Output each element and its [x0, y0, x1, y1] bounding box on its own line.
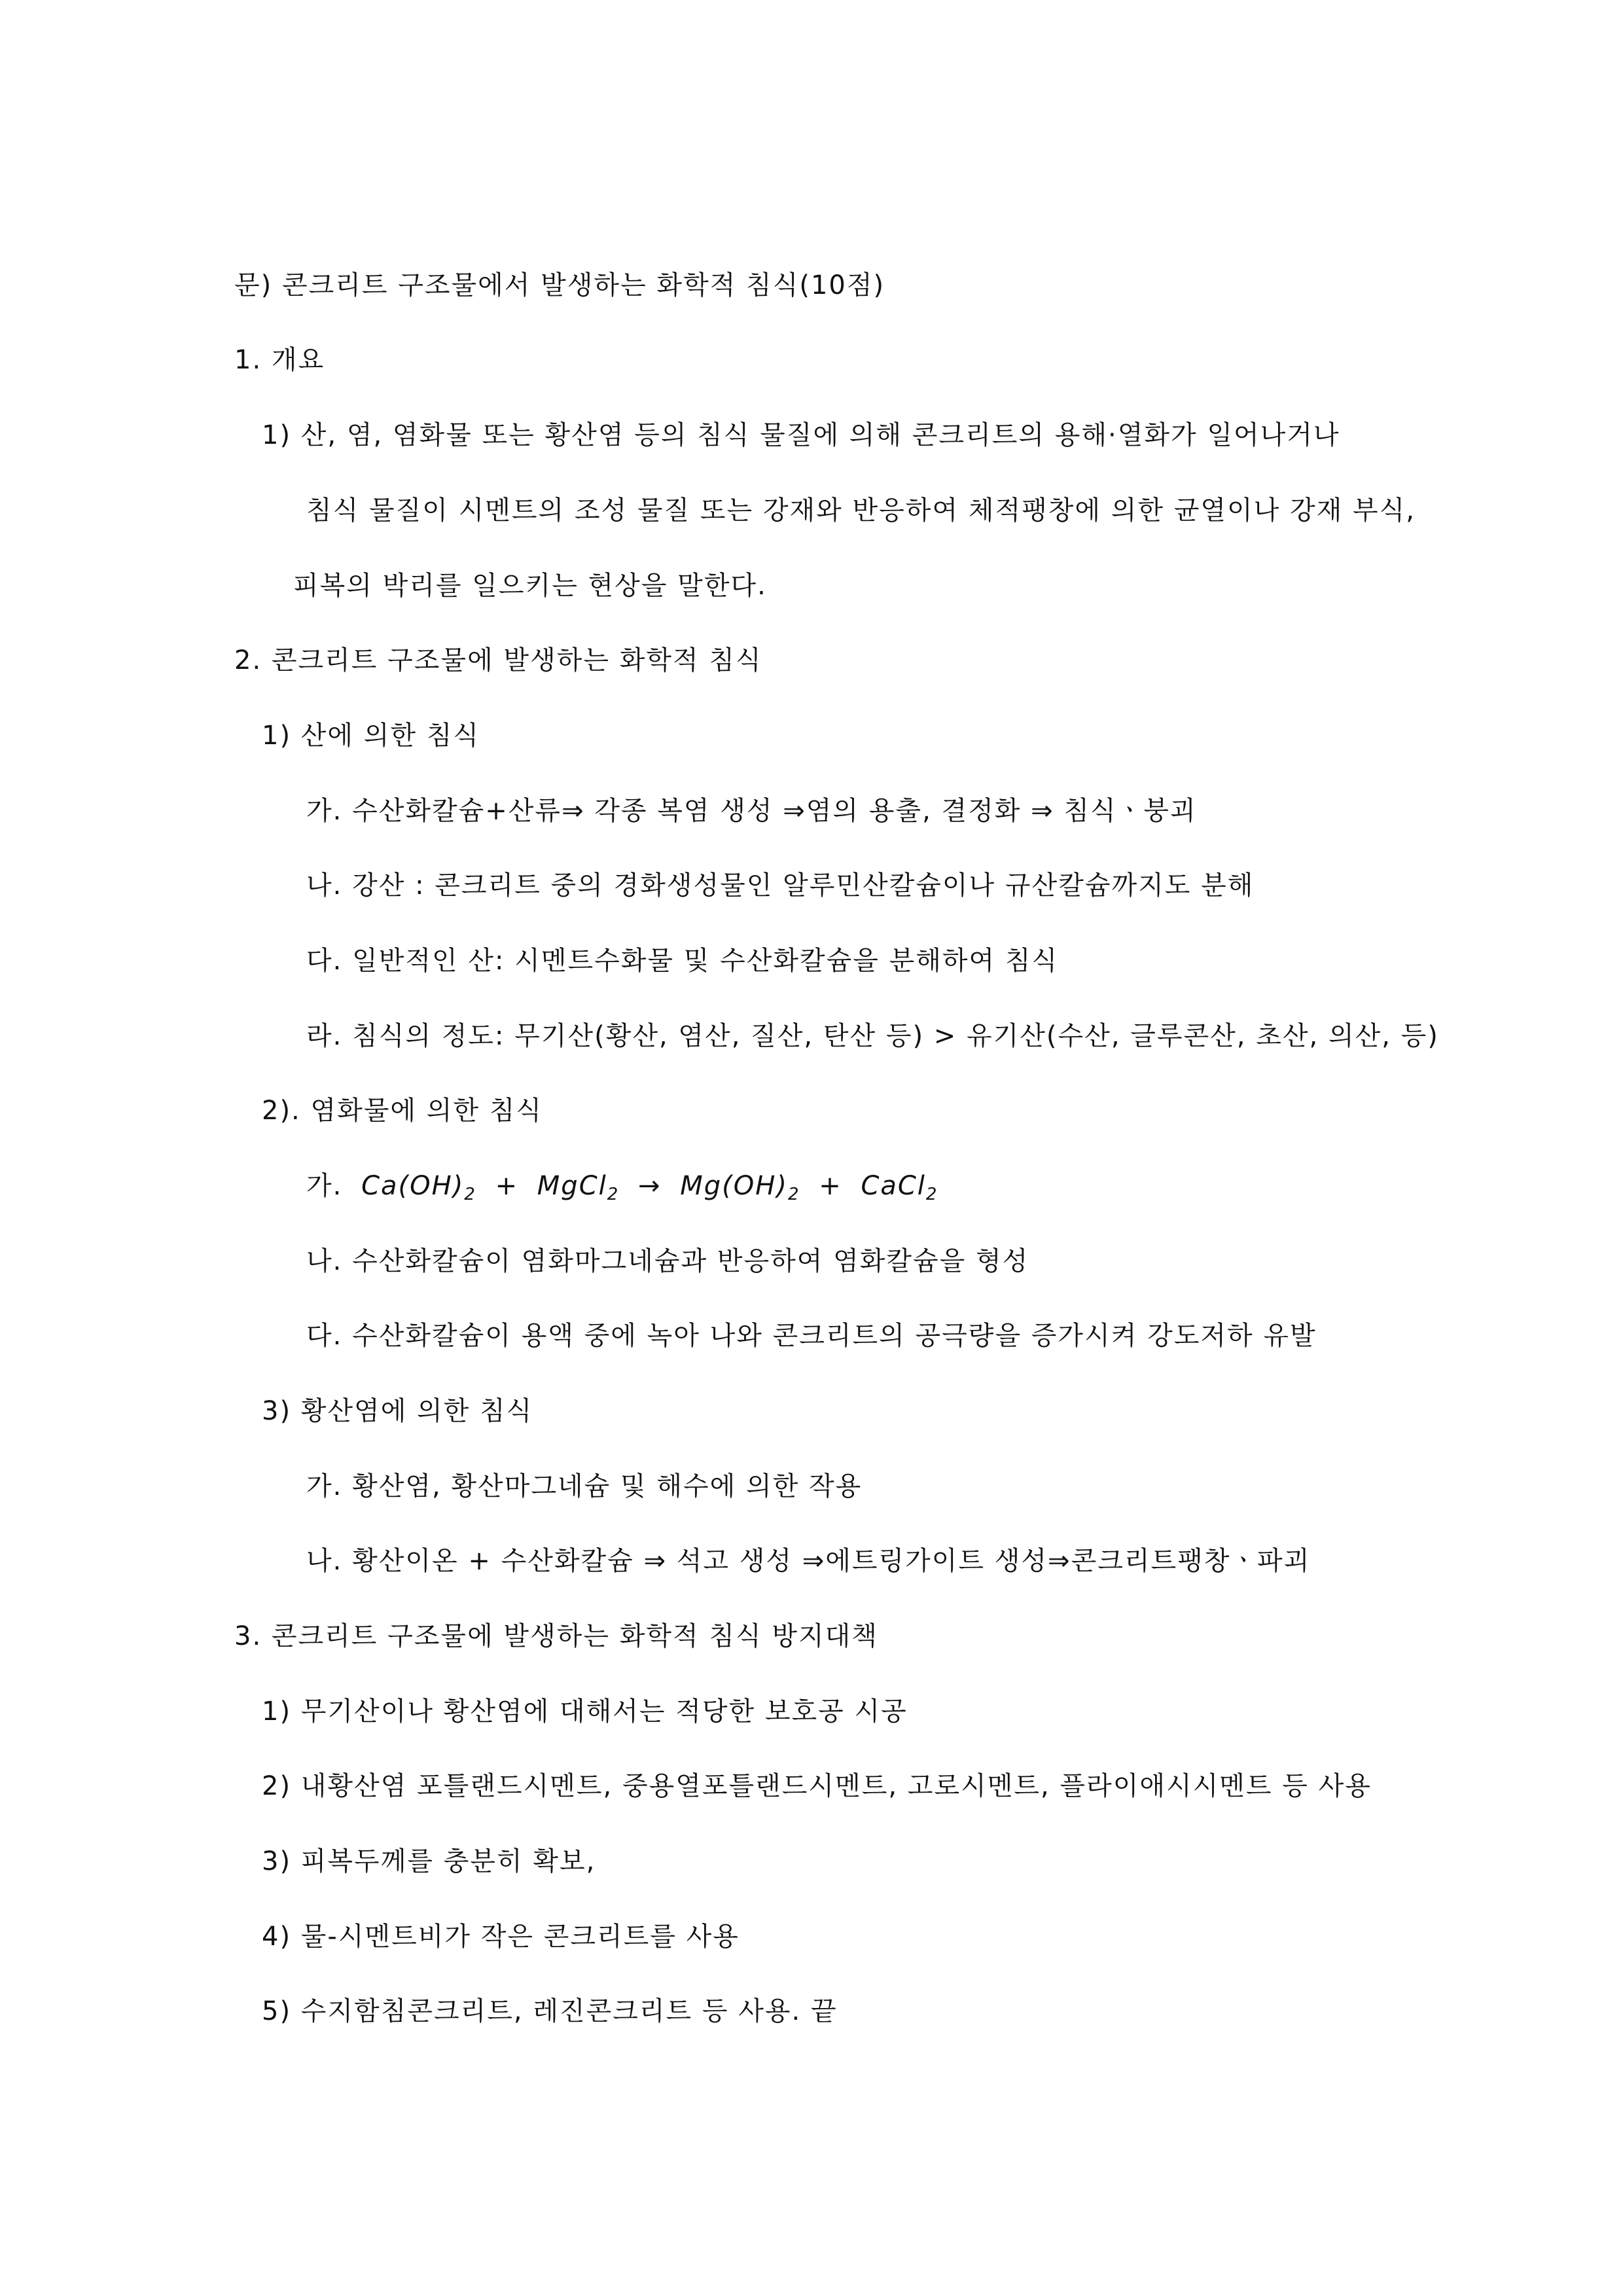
- section-3-item-4: 4) 물-시멘트비가 작은 콘크리트를 사용: [262, 1922, 740, 1952]
- section-2-sub-1-item-2: 나. 강산 : 콘크리트 중의 경화생성물인 알루민산칼슘이나 규산칼슘까지도 분해: [306, 870, 1255, 901]
- formula-prefix: 가.: [306, 1171, 343, 1201]
- section-3-item-1: 1) 무기산이나 황산염에 대해서는 적당한 보호공 시공: [262, 1696, 908, 1727]
- section-3-item-2: 2) 내황산염 포틀랜드시멘트, 중용열포틀랜드시멘트, 고로시멘트, 플라이애시시멘트 등 사용: [262, 1771, 1372, 1801]
- section-2-sub-3-title: 3) 황산염에 의한 침식: [262, 1396, 533, 1426]
- formula-reactant-2: MgCl: [537, 1171, 607, 1201]
- formula-reactant-2-subscript: 2: [607, 1185, 620, 1204]
- section-2-sub-2-title: 2). 염화물에 의한 침식: [262, 1096, 543, 1126]
- section-3-item-5: 5) 수지함침콘크리트, 레진콘크리트 등 사용. 끝: [262, 1996, 838, 2026]
- section-3-item-3: 3) 피복두께를 충분히 확보,: [262, 1846, 596, 1876]
- formula-product-1-subscript: 2: [787, 1185, 800, 1204]
- chemical-formula: [306, 1168, 938, 1213]
- section-3-title: 3. 콘크리트 구조물에 발생하는 화학적 침식 방지대책: [234, 1621, 878, 1651]
- formula-arrow: →: [638, 1171, 662, 1201]
- formula-product-2: CaCl: [861, 1171, 926, 1201]
- section-2-sub-1-item-1: 가. 수산화칼슘+산류⇒ 각종 복염 생성 ⇒염의 용출, 결정화 ⇒ 침식ㆍ붕괴: [306, 796, 1197, 826]
- section-2-sub-1-item-4: 라. 침식의 정도: 무기산(황산, 염산, 질산, 탄산 등) > 유기산(수산, 글루콘산, 초산, 의산, 등): [306, 1021, 1439, 1051]
- section-1-title: 1. 개요: [234, 345, 325, 375]
- section-2-title: 2. 콘크리트 구조물에 발생하는 화학적 침식: [234, 645, 762, 675]
- section-2-sub-2-item-3: 다. 수산화칼슘이 용액 중에 녹아 나와 콘크리트의 공극량을 증가시켜 강도저하 유발: [306, 1321, 1317, 1351]
- formula-plus-2: +: [819, 1171, 842, 1201]
- section-2-sub-3-item-1: 가. 황산염, 황산마그네슘 및 해수에 의한 작용: [306, 1471, 863, 1501]
- formula-product-2-subscript: 2: [925, 1185, 938, 1204]
- section-1-item-1-line-2: 침식 물질이 시멘트의 조성 물질 또는 강재와 반응하여 체적팽창에 의한 균열이나 강재 부식,: [306, 495, 1416, 526]
- section-2-sub-2-item-2: 나. 수산화칼슘이 염화마그네슘과 반응하여 염화칼슘을 형성: [306, 1246, 1029, 1276]
- section-1-item-1-line-1: 1) 산, 염, 염화물 또는 황산염 등의 침식 물질에 의해 콘크리트의 용해·열화가 일어나거나: [262, 420, 1340, 450]
- section-2-sub-3-item-2: 나. 황산이온 + 수산화칼슘 ⇒ 석고 생성 ⇒에트링가이트 생성⇒콘크리트팽창ㆍ파괴: [306, 1546, 1311, 1576]
- formula-reactant-1: Ca(OH): [361, 1171, 465, 1201]
- section-2-sub-1-item-3: 다. 일반적인 산: 시멘트수화물 및 수산화칼슘을 분해하여 침식: [306, 946, 1059, 976]
- question-title: 문) 콘크리트 구조물에서 발생하는 화학적 침식(10점): [234, 270, 885, 300]
- section-2-sub-1-title: 1) 산에 의한 침식: [262, 721, 480, 751]
- section-1-item-1-line-3: 피복의 박리를 일으키는 현상을 말한다.: [293, 571, 767, 601]
- formula-reactant-1-subscript: 2: [464, 1185, 476, 1204]
- formula-plus-1: +: [495, 1171, 519, 1201]
- formula-product-1: Mg(OH): [680, 1171, 788, 1201]
